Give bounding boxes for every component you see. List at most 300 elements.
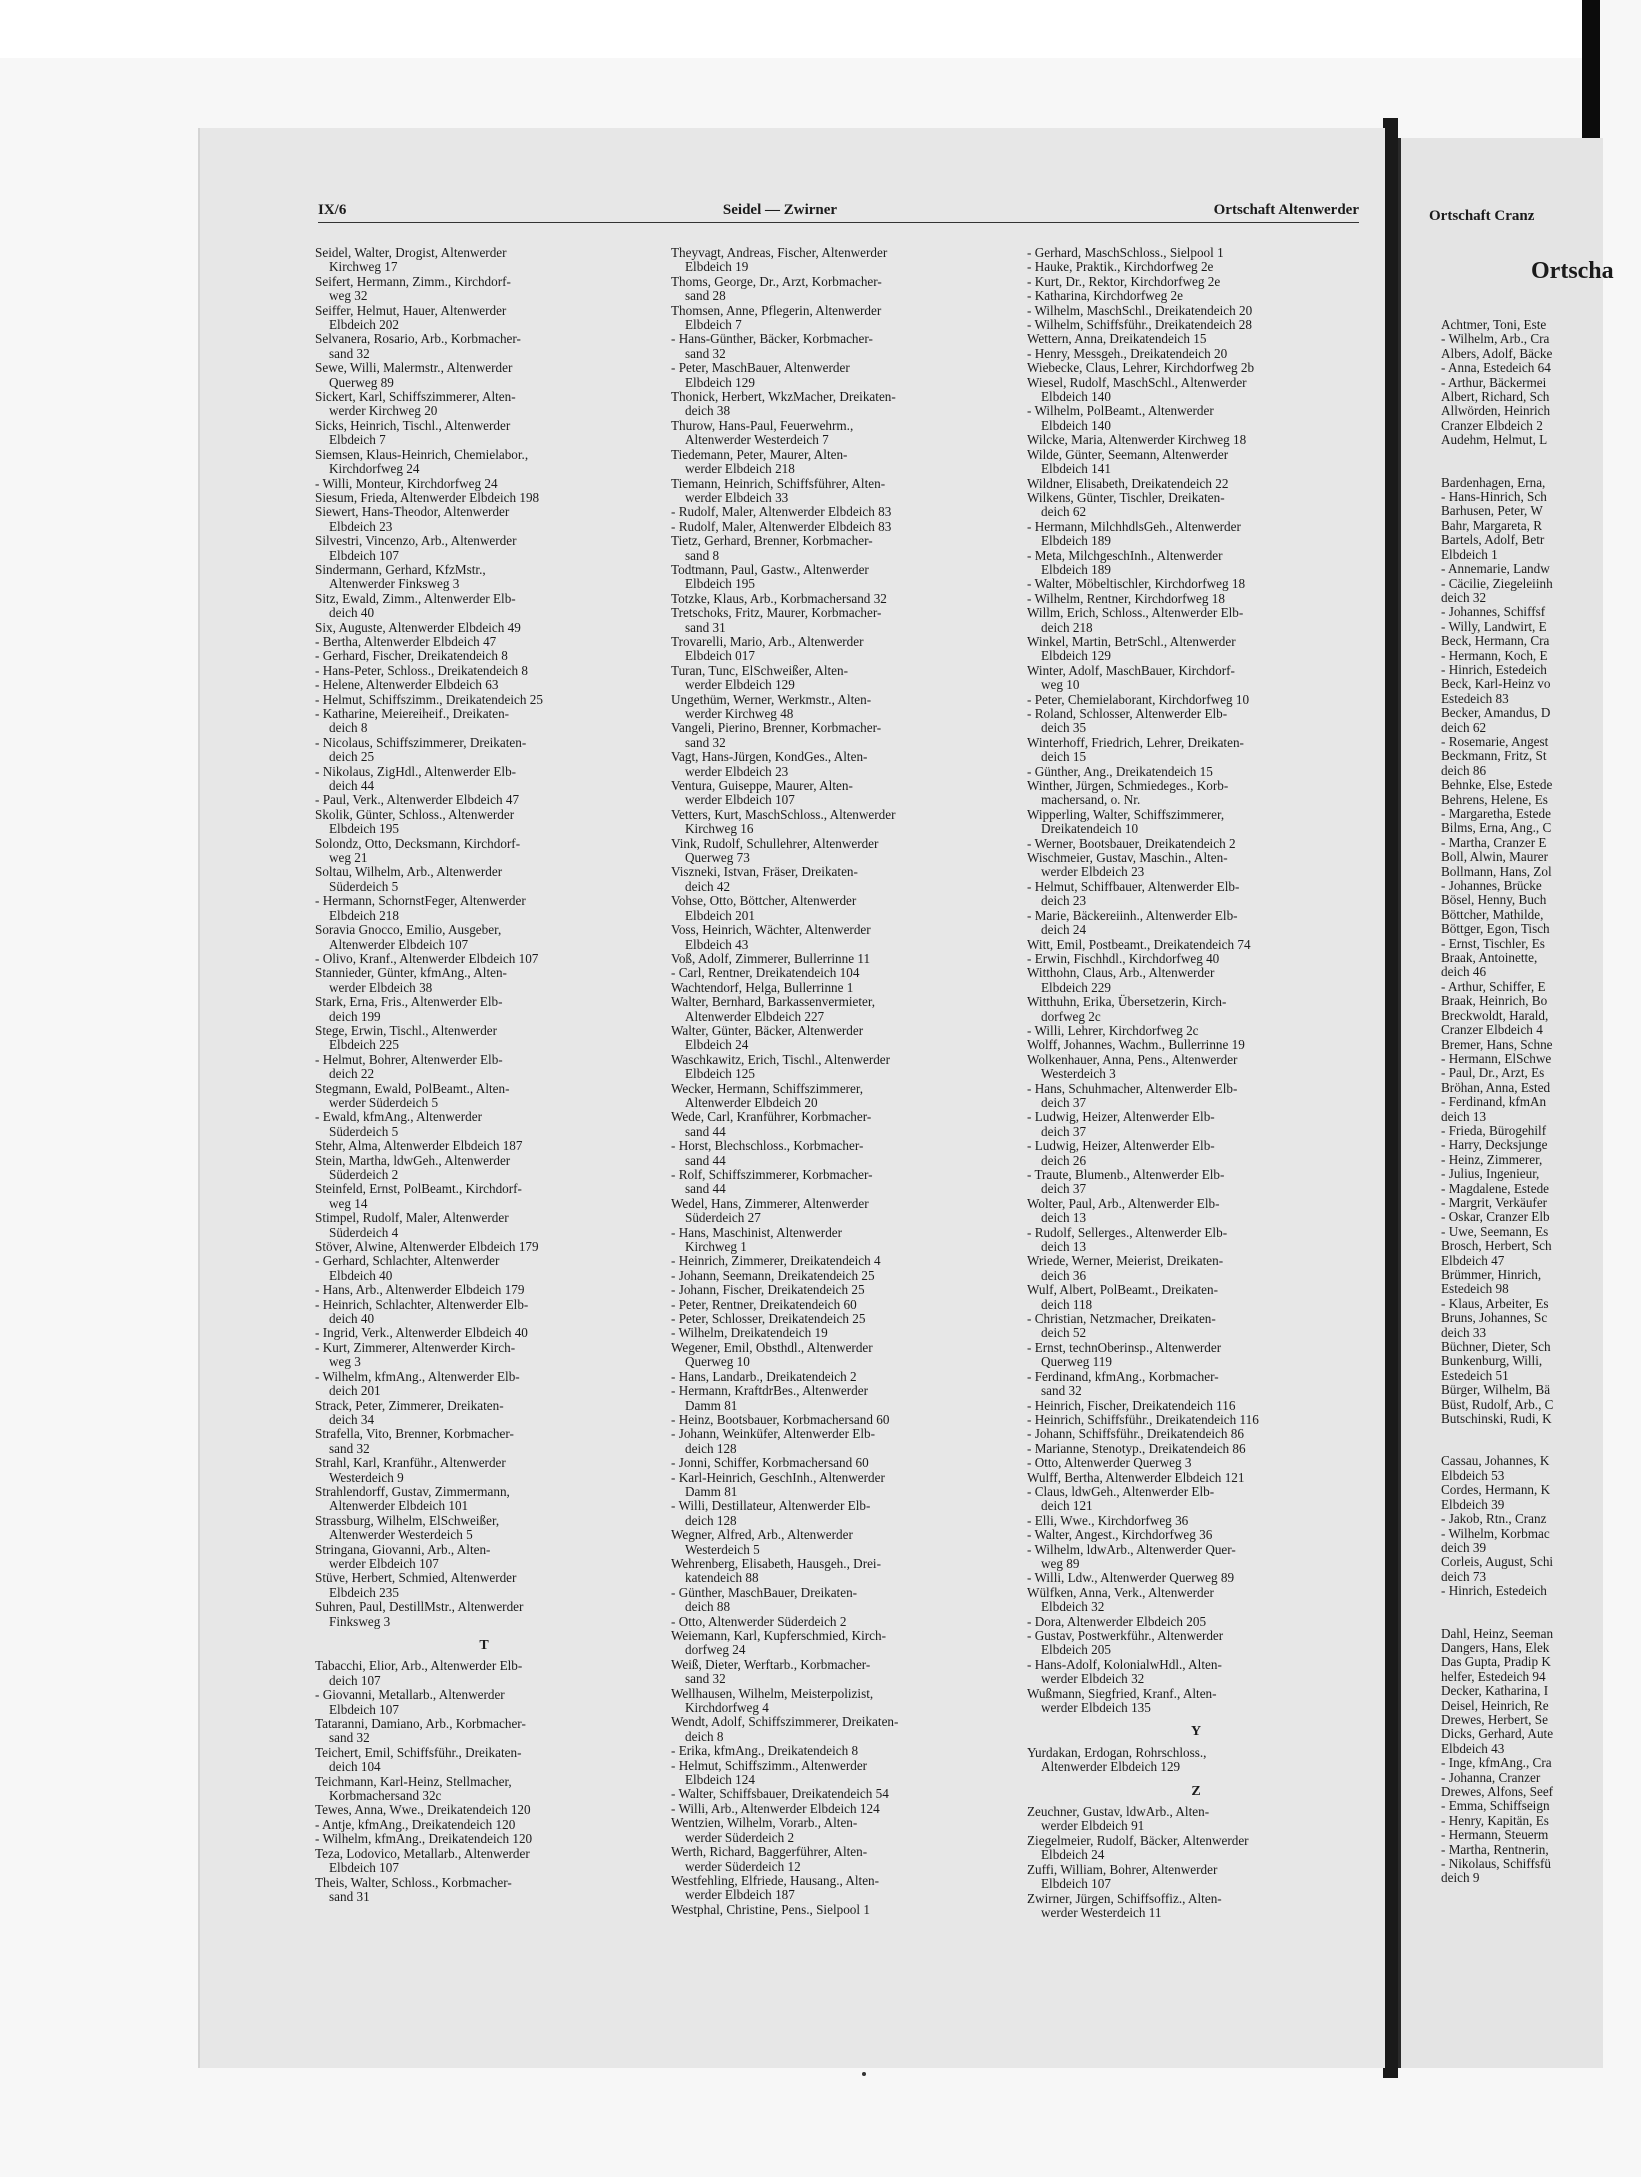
entry-continuation: deich 36 <box>1041 1267 1087 1283</box>
entry-line: Westfehling, Elfriede, Hausang., Alten- <box>671 1872 880 1888</box>
entry-line: Siesum, Frieda, Altenwerder Elbdeich 198 <box>315 489 540 505</box>
entry-line: - Rudolf, Maler, Altenwerder Elbdeich 83 <box>671 504 892 520</box>
entry-continuation: Elbdeich 24 <box>685 1037 749 1053</box>
directory-entry <box>1027 1082 1365 1111</box>
directory-entry <box>671 534 1009 563</box>
entry-line: Winkel, Martin, BetrSchl., Altenwerder <box>1027 633 1236 649</box>
list-item: - Ferdinand, kfmAn <box>1441 1094 1547 1110</box>
entry-continuation: Kirchdorfweg 4 <box>685 1700 769 1716</box>
directory-entry <box>315 693 653 707</box>
entry-line: Wolter, Paul, Arb., Altenwerder Elb- <box>1027 1195 1220 1211</box>
entry-continuation: weg 21 <box>329 850 368 866</box>
directory-entry <box>315 1456 653 1485</box>
directory-entry <box>315 1543 653 1572</box>
entry-continuation: deich 24 <box>1041 922 1087 938</box>
directory-entry <box>671 361 1009 390</box>
entry-line: Tewes, Anna, Wwe., Dreikatendeich 120 <box>315 1802 531 1818</box>
directory-entry <box>671 1082 1009 1111</box>
entry-continuation: werder Elbdeich 38 <box>329 979 433 995</box>
entry-line: - Hermann, SchornstFeger, Altenwerder <box>315 893 526 909</box>
entry-line: Tataranni, Damiano, Arb., Korbmacher- <box>315 1716 526 1732</box>
directory-entry <box>671 1226 1009 1255</box>
entry-continuation: Querweg 119 <box>1041 1354 1112 1370</box>
list-item: Braak, Heinrich, Bo <box>1441 993 1548 1009</box>
entry-continuation: Elbdeich 7 <box>329 432 386 448</box>
entry-line: - Horst, Blechschloss., Korbmacher- <box>671 1138 864 1154</box>
entry-continuation: Elbdeich 23 <box>329 518 393 534</box>
entry-continuation: sand 28 <box>685 288 726 304</box>
entry-line: Wiesel, Rudolf, MaschSchl., Altenwerder <box>1027 374 1247 390</box>
entry-line: Walter, Günter, Bäcker, Altenwerder <box>671 1022 864 1038</box>
entry-line: Siewert, Hans-Theodor, Altenwerder <box>315 504 510 520</box>
directory-entry <box>1027 289 1365 303</box>
entry-continuation: Süderdeich 5 <box>329 878 399 894</box>
entry-continuation: Damm 81 <box>685 1483 738 1499</box>
entry-continuation: Elbdeich 107 <box>329 1701 399 1717</box>
list-item: - Jakob, Rtn., Cranz <box>1441 1511 1547 1527</box>
entry-line: Witthuhn, Erika, Übersetzerin, Kirch- <box>1027 994 1227 1010</box>
entry-continuation: Altenwerder Westerdeich 5 <box>329 1527 473 1543</box>
entry-continuation: werder Süderdeich 2 <box>685 1829 795 1845</box>
entry-continuation: sand 31 <box>685 619 726 635</box>
list-item: Elbdeich 47 <box>1441 1252 1505 1268</box>
entry-line: Sindermann, Gerhard, KfzMstr., <box>315 561 486 577</box>
directory-entry <box>1027 275 1365 289</box>
entry-continuation: Elbdeich 202 <box>329 317 399 333</box>
directory-entry <box>671 750 1009 779</box>
entry-line: - Hans, Maschinist, Altenwerder <box>671 1224 843 1240</box>
entry-continuation: Elbdeich 32 <box>1041 1599 1105 1615</box>
list-item: Beckmann, Fritz, St <box>1441 748 1547 764</box>
entry-continuation: Elbdeich 107 <box>329 1860 399 1876</box>
entry-continuation: sand 32 <box>1041 1383 1082 1399</box>
entry-continuation: Elbdeich 125 <box>685 1066 755 1082</box>
entry-line: Wentzien, Wilhelm, Vorarb., Alten- <box>671 1815 858 1831</box>
directory-column-2 <box>671 246 1009 1920</box>
directory-entry <box>671 1816 1009 1845</box>
directory-entry <box>671 966 1009 980</box>
directory-entry <box>315 1326 653 1340</box>
entry-continuation: deich 37 <box>1041 1181 1087 1197</box>
directory-entry <box>671 1427 1009 1456</box>
entry-line: Solondz, Otto, Decksmann, Kirchdorf- <box>315 835 521 851</box>
entry-line: Ungethüm, Werner, Werkmstr., Alten- <box>671 691 872 707</box>
entry-line: Thurow, Hans-Paul, Feuerwehrm., <box>671 417 854 433</box>
directory-entry <box>1027 966 1365 995</box>
entry-continuation: deich 13 <box>1041 1239 1087 1255</box>
directory-entry <box>671 1456 1009 1470</box>
entry-continuation: Elbdeich 189 <box>1041 533 1111 549</box>
section-letter: Y <box>1190 1724 1202 1740</box>
entry-continuation: deich 40 <box>329 605 375 621</box>
directory-entry <box>1027 1283 1365 1312</box>
directory-entry <box>315 1283 653 1297</box>
entry-continuation: Elbdeich 124 <box>685 1772 755 1788</box>
entry-line: Wendt, Adolf, Schiffszimmerer, Dreikaten- <box>671 1714 899 1730</box>
directory-entry <box>315 966 653 995</box>
entry-line: - Helmut, Schiffszimm., Dreikatendeich 25 <box>315 691 543 707</box>
entry-line: - Dora, Altenwerder Elbdeich 205 <box>1027 1613 1207 1629</box>
entry-continuation: sand 32 <box>329 1440 370 1456</box>
section-letter: Z <box>1191 1783 1201 1799</box>
entry-line: Wede, Carl, Kranführer, Korbmacher- <box>671 1109 872 1125</box>
entry-line: - Peter, Rentner, Dreikatendeich 60 <box>671 1296 857 1312</box>
entry-line: Tietz, Gerhard, Brenner, Korbmacher- <box>671 533 873 549</box>
directory-entry <box>315 1514 653 1543</box>
entry-continuation: deich 62 <box>1041 504 1087 520</box>
list-item: Allwörden, Heinrich <box>1441 403 1551 419</box>
directory-entry <box>671 837 1009 866</box>
directory-entry <box>671 1326 1009 1340</box>
entry-line: - Katharina, Kirchdorfweg 2e <box>1027 288 1183 304</box>
directory-entry <box>671 995 1009 1024</box>
entry-continuation: deich 15 <box>1041 749 1087 765</box>
entry-line: Voß, Adolf, Zimmerer, Bullerrinne 11 <box>671 950 871 966</box>
entry-continuation: Finksweg 3 <box>329 1613 391 1629</box>
list-item: - Hermann, Steuerm <box>1441 1827 1549 1843</box>
entry-line: - Otto, Altenwerder Querweg 3 <box>1027 1455 1192 1471</box>
entry-line: - Paul, Verk., Altenwerder Elbdeich 47 <box>315 792 520 808</box>
list-item: deich 46 <box>1441 964 1487 980</box>
entry-line: Wulf, Albert, PolBeamt., Dreikaten- <box>1027 1282 1219 1298</box>
list-item: Estedeich 51 <box>1441 1367 1509 1383</box>
entry-continuation: deich 42 <box>685 878 731 894</box>
entry-line: Soltau, Wilhelm, Arb., Altenwerder <box>315 864 503 880</box>
entry-line: - Peter, Chemielaborant, Kirchdorfweg 10 <box>1027 691 1250 707</box>
list-item: - Hermann, Koch, E <box>1441 647 1548 663</box>
entry-continuation: deich 26 <box>1041 1152 1087 1168</box>
directory-entry <box>315 678 653 692</box>
entry-continuation: deich 88 <box>685 1599 731 1615</box>
directory-entry <box>315 534 653 563</box>
entry-continuation: Kirchdorfweg 24 <box>329 461 420 477</box>
entry-line: Wischmeier, Gustav, Maschin., Alten- <box>1027 850 1228 866</box>
entry-line: Stöver, Alwine, Altenwerder Elbdeich 179 <box>315 1239 539 1255</box>
directory-entry <box>1027 1892 1365 1921</box>
directory-entry <box>315 563 653 592</box>
directory-entry <box>315 477 653 491</box>
scan-background <box>0 0 1600 58</box>
directory-entry <box>1027 318 1365 332</box>
directory-entry <box>671 1269 1009 1283</box>
directory-entry <box>1027 995 1365 1024</box>
directory-entry <box>1027 851 1365 880</box>
list-item: - Martha, Cranzer E <box>1441 834 1547 850</box>
entry-line: - Marie, Bäckereiinh., Altenwerder Elb- <box>1027 907 1238 923</box>
entry-line: Skolik, Günter, Schloss., Altenwerder <box>315 806 515 822</box>
entry-line: - Walter, Möbeltischler, Kirchdorfweg 18 <box>1027 576 1246 592</box>
list-item: deich 73 <box>1441 1568 1487 1584</box>
directory-entry <box>315 1139 653 1153</box>
directory-entry <box>315 635 653 649</box>
directory-entry <box>315 1240 653 1254</box>
directory-entry <box>315 765 653 794</box>
entry-continuation: deich 199 <box>329 1008 381 1024</box>
directory-entry <box>1027 448 1365 477</box>
entry-line: - Henry, Messgeh., Dreikatendeich 20 <box>1027 345 1228 361</box>
entry-line: Ziegelmeier, Rudolf, Bäcker, Altenwerder <box>1027 1832 1249 1848</box>
directory-entry <box>671 448 1009 477</box>
list-item: Bruns, Johannes, Sc <box>1441 1310 1548 1326</box>
directory-page-right <box>1398 138 1614 2068</box>
entry-line: Strahlendorff, Gustav, Zimmermann, <box>315 1483 510 1499</box>
directory-entry <box>1027 1571 1365 1585</box>
directory-entry <box>671 1370 1009 1384</box>
entry-line: Westphal, Christine, Pens., Sielpool 1 <box>671 1901 870 1917</box>
entry-line: - Erwin, Fischhdl., Kirchdorfweg 40 <box>1027 950 1220 966</box>
entry-continuation: werder Elbdeich 135 <box>1041 1700 1151 1716</box>
list-item: Decker, Katharina, I <box>1441 1683 1549 1699</box>
directory-entry <box>671 1874 1009 1903</box>
entry-continuation: werder Elbdeich 107 <box>685 792 795 808</box>
directory-entry <box>315 1427 653 1456</box>
entry-continuation: deich 44 <box>329 778 375 794</box>
entry-continuation: Elbdeich 43 <box>685 936 749 952</box>
entry-line: Ventura, Guiseppe, Maurer, Alten- <box>671 778 853 794</box>
entry-line: - Marianne, Stenotyp., Dreikatendeich 86 <box>1027 1440 1246 1456</box>
directory-entry <box>671 1744 1009 1758</box>
entry-line: Theis, Walter, Schloss., Korbmacher- <box>315 1874 512 1890</box>
entry-line: Sewe, Willi, Malermstr., Altenwerder <box>315 360 513 376</box>
list-item: Audehm, Helmut, L <box>1441 432 1548 448</box>
entry-continuation: Altenwerder Elbdeich 129 <box>1041 1759 1181 1775</box>
entry-line: Thomsen, Anne, Pflegerin, Altenwerder <box>671 302 882 318</box>
directory-entry <box>1027 304 1365 318</box>
entry-line: - Willi, Ldw., Altenwerder Querweg 89 <box>1027 1570 1235 1586</box>
entry-line: Seidel, Walter, Drogist, Altenwerder <box>315 245 507 260</box>
list-item: Becker, Amandus, D <box>1441 705 1551 721</box>
entry-continuation: deich 8 <box>329 720 368 736</box>
entry-continuation: Elbdeich 195 <box>329 821 399 837</box>
directory-entry <box>315 390 653 419</box>
entry-continuation: deich 13 <box>1041 1210 1087 1226</box>
entry-line: - Wilhelm, Schiffsführ., Dreikatendeich 28 <box>1027 317 1252 333</box>
list-item: - Arthur, Schiffer, E <box>1441 978 1546 994</box>
directory-entry <box>315 1659 653 1688</box>
directory-entry <box>1027 1514 1365 1528</box>
directory-entry <box>671 1053 1009 1082</box>
directory-entry <box>315 1688 653 1717</box>
list-item: Braak, Antoinette, <box>1441 950 1538 966</box>
directory-entry <box>315 1399 653 1428</box>
directory-entry <box>315 491 653 505</box>
entry-line: Trovarelli, Mario, Arb., Altenwerder <box>671 633 864 649</box>
directory-entry <box>1027 1413 1365 1427</box>
list-item: Bardenhagen, Erna, <box>1441 474 1546 490</box>
directory-entry <box>315 361 653 390</box>
entry-line: - Claus, ldwGeh., Altenwerder Elb- <box>1027 1483 1215 1499</box>
entry-line: - Günther, Ang., Dreikatendeich 15 <box>1027 763 1213 779</box>
list-item: - Johannes, Schiffsf <box>1441 604 1546 620</box>
entry-line: - Helmut, Bohrer, Altenwerder Elb- <box>315 1051 503 1067</box>
list-item: - Arthur, Bäckermei <box>1441 374 1547 390</box>
list-item: Cranzer Elbdeich 4 <box>1441 1022 1543 1038</box>
directory-entry <box>671 1283 1009 1297</box>
entry-line: - Wilhelm, Dreikatendeich 19 <box>671 1325 828 1341</box>
entry-line: - Heinrich, Schlachter, Altenwerder Elb- <box>315 1296 529 1312</box>
entry-line: Wriede, Werner, Meierist, Dreikaten- <box>1027 1253 1224 1269</box>
list-item: Beck, Karl-Heinz vo <box>1441 676 1551 692</box>
entry-continuation: Elbdeich 229 <box>1041 979 1111 995</box>
entry-line: - Jonni, Schiffer, Korbmachersand 60 <box>671 1455 869 1471</box>
directory-entry <box>1027 520 1365 549</box>
entry-line: Vagt, Hans-Jürgen, KondGes., Alten- <box>671 749 868 765</box>
entry-line: - Karl-Heinrich, GeschInh., Altenwerder <box>671 1469 885 1485</box>
entry-continuation: deich 107 <box>329 1672 381 1688</box>
entry-continuation: Kirchweg 16 <box>685 821 754 837</box>
directory-entry <box>315 1832 653 1846</box>
directory-entry <box>315 621 653 635</box>
entry-line: - Heinrich, Schiffsführ., Dreikatendeich 116 <box>1027 1411 1259 1427</box>
entry-line: Totzke, Klaus, Arb., Korbmachersand 32 <box>671 590 887 606</box>
entry-continuation: deich 25 <box>329 749 375 765</box>
directory-entry <box>1027 938 1365 952</box>
entry-line: - Hauke, Praktik., Kirchdorfweg 2e <box>1027 259 1214 275</box>
section-letter: T <box>479 1638 489 1653</box>
directory-entry <box>1027 404 1365 433</box>
entry-line: - Meta, MilchgeschInh., Altenwerder <box>1027 547 1223 563</box>
directory-entry <box>671 390 1009 419</box>
entry-line: - Werner, Bootsbauer, Dreikatendeich 2 <box>1027 835 1236 851</box>
list-item: Bartels, Adolf, Betr <box>1441 532 1545 548</box>
entry-continuation: Kirchweg 1 <box>685 1239 747 1255</box>
directory-entry <box>315 1876 653 1905</box>
entry-line: Six, Auguste, Altenwerder Elbdeich 49 <box>315 619 521 635</box>
entry-line: Wilde, Günter, Seemann, Altenwerder <box>1027 446 1229 462</box>
list-item: Bösel, Henny, Buch <box>1441 892 1547 908</box>
list-item: Behnke, Else, Estede <box>1441 777 1553 793</box>
entry-line: - Erika, kfmAng., Dreikatendeich 8 <box>671 1743 859 1759</box>
directory-entry <box>671 1759 1009 1788</box>
entry-line: Vangeli, Pierino, Brenner, Korbmacher- <box>671 720 882 736</box>
entry-line: - Hans, Schuhmacher, Altenwerder Elb- <box>1027 1080 1238 1096</box>
directory-entry <box>315 1370 653 1399</box>
entry-line: - Rolf, Schiffszimmerer, Korbmacher- <box>671 1167 873 1182</box>
entry-line: Weiemann, Karl, Kupferschmied, Kirch- <box>671 1628 886 1643</box>
directory-entry <box>1027 1658 1365 1687</box>
directory-entry <box>1027 1370 1365 1399</box>
entry-continuation: weg 14 <box>329 1195 368 1211</box>
list-item: - Wilhelm, Korbmac <box>1441 1525 1550 1541</box>
entry-continuation: deich 128 <box>685 1512 737 1528</box>
entry-line: Strassburg, Wilhelm, ElSchweißer, <box>315 1512 500 1528</box>
entry-line: - Heinrich, Fischer, Dreikatendeich 116 <box>1027 1397 1236 1413</box>
entry-line: Witthohn, Claus, Arb., Altenwerder <box>1027 965 1215 981</box>
entry-line: - Johann, Weinküfer, Altenwerder Elb- <box>671 1426 875 1442</box>
entry-line: - Elli, Wwe., Kirchdorfweg 36 <box>1027 1512 1189 1528</box>
entry-continuation: deich 34 <box>329 1411 375 1427</box>
entry-continuation: sand 32 <box>329 1730 370 1746</box>
list-item: - Julius, Ingenieur, <box>1441 1166 1540 1182</box>
entry-line: - Heinrich, Zimmerer, Dreikatendeich 4 <box>671 1253 881 1269</box>
list-item: - Inge, kfmAng., Cra <box>1441 1755 1552 1771</box>
directory-entry <box>671 1629 1009 1658</box>
entry-line: - Rudolf, Sellerges., Altenwerder Elb- <box>1027 1224 1228 1240</box>
directory-entry <box>315 1571 653 1600</box>
directory-entry <box>671 505 1009 519</box>
directory-entry <box>315 505 653 534</box>
list-item: Breckwoldt, Harald, <box>1441 1007 1549 1023</box>
list-item: - Paul, Dr., Arzt, Es <box>1441 1065 1545 1081</box>
entry-continuation: Elbdeich 189 <box>1041 561 1111 577</box>
directory-entry <box>315 1818 653 1832</box>
entry-line: Wegner, Alfred, Arb., Altenwerder <box>671 1527 853 1543</box>
entry-continuation: deich 37 <box>1041 1094 1087 1110</box>
entry-line: Vink, Rudolf, Schullehrer, Altenwerder <box>671 835 879 851</box>
directory-entry <box>671 246 1009 275</box>
entry-continuation: werder Elbdeich 187 <box>685 1887 795 1903</box>
directory-entry <box>671 1254 1009 1268</box>
entry-continuation: Altenwerder Elbdeich 107 <box>329 936 469 952</box>
entry-continuation: sand 44 <box>685 1152 726 1168</box>
entry-line: - Ingrid, Verk., Altenwerder Elbdeich 40 <box>315 1325 528 1341</box>
entry-continuation: Dreikatendeich 10 <box>1041 821 1139 837</box>
directory-entry <box>1027 332 1365 346</box>
directory-entry <box>671 1586 1009 1615</box>
entry-continuation: Elbdeich 129 <box>685 374 755 390</box>
directory-entry <box>1027 1543 1365 1572</box>
entry-line: - Hermann, MilchhdlsGeh., Altenwerder <box>1027 518 1241 534</box>
directory-column-1 <box>315 246 653 1920</box>
directory-entry <box>671 1312 1009 1326</box>
directory-entry <box>671 923 1009 952</box>
directory-entry <box>671 1341 1009 1370</box>
entry-line: Stehr, Alma, Altenwerder Elbdeich 187 <box>315 1138 523 1154</box>
list-item: Bunkenburg, Willi, <box>1441 1353 1543 1369</box>
entry-line: - Katharine, Meiereiheif., Dreikaten- <box>315 706 510 721</box>
directory-entry <box>1027 1629 1365 1658</box>
directory-entry <box>671 664 1009 693</box>
entry-line: Tabacchi, Elior, Arb., Altenwerder Elb- <box>315 1658 523 1674</box>
entry-line: Theyvagt, Andreas, Fischer, Altenwerder <box>671 245 888 260</box>
directory-entry <box>1027 1341 1365 1370</box>
entry-line: Zeuchner, Gustav, ldwArb., Alten- <box>1027 1804 1210 1820</box>
entry-continuation: weg 10 <box>1041 677 1080 693</box>
directory-entry <box>315 1298 653 1327</box>
list-item: Elbdeich 53 <box>1441 1467 1505 1483</box>
directory-entry <box>315 664 653 678</box>
entry-continuation: Elbdeich 107 <box>329 547 399 563</box>
entry-continuation: Querweg 89 <box>329 374 394 390</box>
directory-entry <box>671 1802 1009 1816</box>
entry-continuation: deich 128 <box>685 1440 737 1456</box>
directory-entry <box>671 1168 1009 1197</box>
entry-line: - Helene, Altenwerder Elbdeich 63 <box>315 677 499 693</box>
entry-line: Selvanera, Rosario, Arb., Korbmacher- <box>315 331 521 347</box>
entry-continuation: Altenwerder Westerdeich 7 <box>685 432 829 448</box>
directory-entry <box>315 736 653 765</box>
list-gap <box>1441 1599 1641 1627</box>
list-item: Behrens, Helene, Es <box>1441 791 1548 807</box>
directory-entry <box>1027 361 1365 375</box>
book-gutter <box>1383 118 1398 2078</box>
list-item: Boll, Alwin, Maurer <box>1441 849 1548 865</box>
list-item: Corleis, August, Schi <box>1441 1554 1554 1570</box>
directory-entry <box>1027 1139 1365 1168</box>
entry-continuation: Altenwerder Elbdeich 101 <box>329 1498 469 1514</box>
directory-entry <box>671 1110 1009 1139</box>
entry-continuation: deich 35 <box>1041 720 1087 736</box>
entry-line: - Nikolaus, ZigHdl., Altenwerder Elb- <box>315 763 517 779</box>
entry-continuation: sand 32 <box>329 345 370 361</box>
directory-entry <box>1027 736 1365 765</box>
entry-line: Witt, Emil, Postbeamt., Dreikatendeich 74 <box>1027 936 1251 952</box>
entry-continuation: Süderdeich 27 <box>685 1210 761 1226</box>
entry-line: Wipperling, Walter, Schiffszimmerer, <box>1027 806 1225 822</box>
directory-entry <box>671 1615 1009 1629</box>
entry-line: Waschkawitz, Erich, Tischl., Altenwerder <box>671 1051 891 1067</box>
entry-continuation: werder Elbdeich 107 <box>329 1555 439 1571</box>
